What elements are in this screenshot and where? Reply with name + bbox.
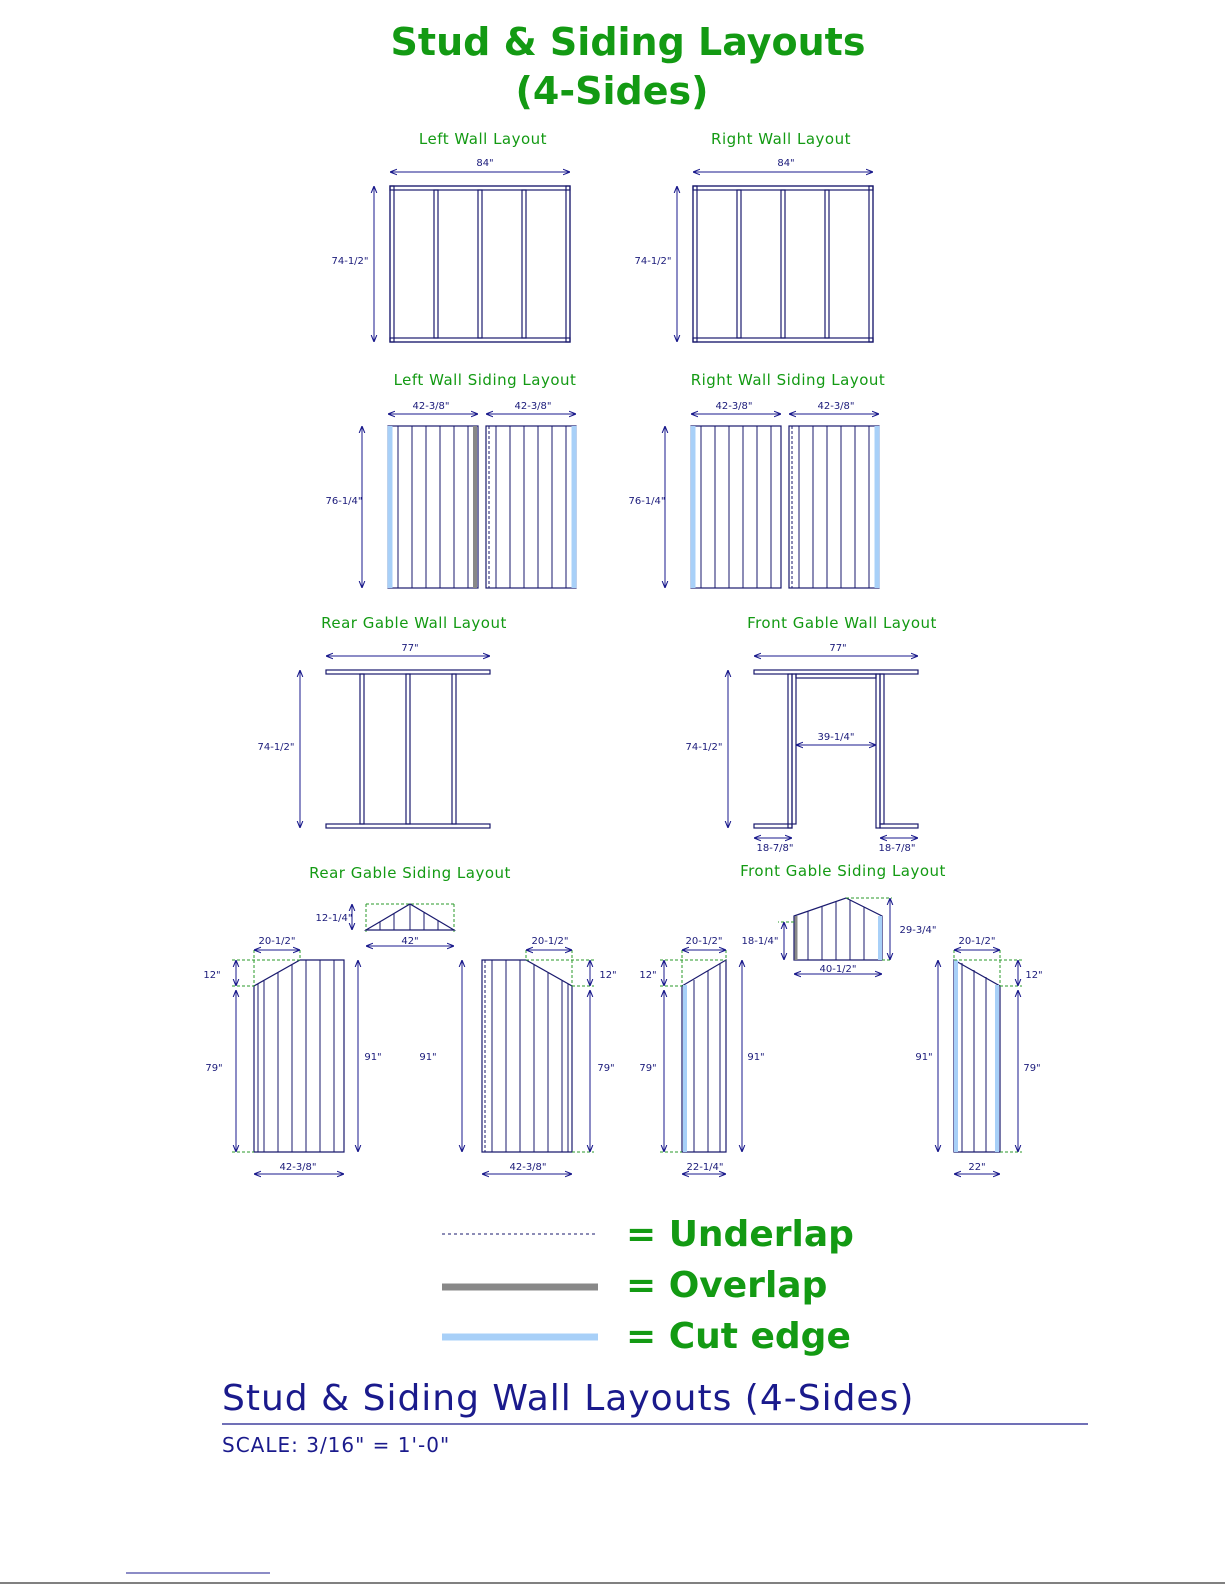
front-gable-right-panel bbox=[954, 950, 1022, 1152]
drawing-scale: SCALE: 3/16" = 1'-0" bbox=[222, 1433, 451, 1457]
rear-gable-top-piece bbox=[366, 904, 454, 932]
rear-gable-siding-layout bbox=[203, 864, 616, 1174]
rear-gable-top-height-text: 12-1/4" bbox=[315, 913, 353, 924]
legend-underlap-text: = Underlap bbox=[626, 1214, 854, 1255]
front-right-wall-height-text: 79" bbox=[1023, 1063, 1041, 1074]
front-left-slope-text: 12" bbox=[639, 970, 657, 981]
rear-gable-left-panel bbox=[232, 950, 344, 1152]
rear-gable-wall-height-text: 74-1/2" bbox=[257, 742, 295, 753]
front-left-width-text: 22-1/4" bbox=[686, 1162, 724, 1173]
left-siding-panel-a bbox=[388, 426, 478, 588]
left-wall-layout bbox=[331, 130, 570, 342]
front-left-wall-height-text: 79" bbox=[639, 1063, 657, 1074]
right-wall-frame bbox=[693, 186, 873, 342]
right-wall-width-text: 84" bbox=[777, 158, 795, 169]
front-gable-wall-layout bbox=[685, 614, 936, 854]
right-siding-label: Right Wall Siding Layout bbox=[690, 371, 886, 389]
rear-right-slope-text: 12" bbox=[599, 970, 617, 981]
rear-gable-right-panel bbox=[482, 950, 594, 1152]
front-left-total-height-text: 91" bbox=[747, 1052, 765, 1063]
rear-left-cut-width-text: 20-1/2" bbox=[258, 936, 296, 947]
rear-right-wall-height-text: 79" bbox=[597, 1063, 615, 1074]
rear-gable-wall-layout bbox=[257, 614, 506, 828]
left-wall-frame bbox=[390, 186, 570, 342]
drawing-title: Stud & Siding Wall Layouts (4-Sides) bbox=[222, 1378, 915, 1419]
right-siding-width-left-text: 42-3/8" bbox=[715, 401, 753, 412]
left-siding-height-text: 76-1/4" bbox=[325, 496, 363, 507]
sheet-title-line1: Stud & Siding Layouts bbox=[390, 20, 866, 64]
front-gable-sill-right-text: 18-7/8" bbox=[878, 843, 916, 854]
legend bbox=[442, 1214, 854, 1357]
rear-left-total-height-text: 91" bbox=[364, 1052, 382, 1063]
front-gable-siding-label: Front Gable Siding Layout bbox=[740, 862, 946, 880]
left-wall-siding-layout bbox=[325, 371, 576, 588]
rear-gable-siding-label: Rear Gable Siding Layout bbox=[309, 864, 511, 882]
right-wall-label: Right Wall Layout bbox=[711, 130, 851, 148]
left-siding-label: Left Wall Siding Layout bbox=[393, 371, 577, 389]
left-wall-height-text: 74-1/2" bbox=[331, 256, 369, 267]
right-siding-width-right-text: 42-3/8" bbox=[817, 401, 855, 412]
legend-overlap-text: = Overlap bbox=[626, 1265, 828, 1306]
front-right-total-height-text: 91" bbox=[915, 1052, 933, 1063]
rear-gable-wall-width-text: 77" bbox=[401, 643, 419, 654]
rear-left-width-text: 42-3/8" bbox=[279, 1162, 317, 1173]
front-gable-top-piece bbox=[778, 898, 892, 960]
right-siding-panel-b bbox=[789, 426, 879, 588]
front-gable-wall-width-text: 77" bbox=[829, 643, 847, 654]
right-siding-height-text: 76-1/4" bbox=[628, 496, 666, 507]
rear-left-wall-height-text: 79" bbox=[205, 1063, 223, 1074]
front-left-cut-width-text: 20-1/2" bbox=[685, 936, 723, 947]
rear-left-slope-text: 12" bbox=[203, 970, 221, 981]
front-top-total-text: 29-3/4" bbox=[899, 925, 937, 936]
front-gable-wall-frame bbox=[754, 670, 918, 828]
rear-gable-wall-frame bbox=[326, 670, 490, 828]
right-wall-layout bbox=[634, 130, 873, 342]
front-gable-opening-text: 39-1/4" bbox=[817, 732, 855, 743]
front-gable-sill-left-text: 18-7/8" bbox=[756, 843, 794, 854]
rear-gable-top-width-text: 42" bbox=[401, 936, 419, 947]
legend-cut-edge-text: = Cut edge bbox=[626, 1316, 851, 1357]
left-wall-width-text: 84" bbox=[476, 158, 494, 169]
right-wall-siding-layout bbox=[628, 371, 885, 588]
rear-right-cut-width-text: 20-1/2" bbox=[531, 936, 569, 947]
right-wall-height-text: 74-1/2" bbox=[634, 256, 672, 267]
front-top-height-text: 18-1/4" bbox=[741, 936, 779, 947]
left-siding-panel-b bbox=[486, 426, 576, 588]
front-right-slope-text: 12" bbox=[1025, 970, 1043, 981]
left-wall-label: Left Wall Layout bbox=[418, 130, 548, 148]
front-top-width-text: 40-1/2" bbox=[819, 964, 857, 975]
rear-right-width-text: 42-3/8" bbox=[509, 1162, 547, 1173]
front-gable-left-panel bbox=[660, 950, 726, 1152]
front-right-width-text: 22" bbox=[968, 1162, 986, 1173]
right-siding-panel-a bbox=[691, 426, 781, 588]
rear-gable-wall-label: Rear Gable Wall Layout bbox=[321, 614, 507, 632]
sheet-title-line2: (4-Sides) bbox=[515, 69, 709, 113]
front-right-cut-width-text: 20-1/2" bbox=[958, 936, 996, 947]
rear-right-total-height-text: 91" bbox=[419, 1052, 437, 1063]
front-gable-siding-layout bbox=[639, 862, 1042, 1174]
front-gable-wall-height-text: 74-1/2" bbox=[685, 742, 723, 753]
front-gable-wall-label: Front Gable Wall Layout bbox=[747, 614, 937, 632]
left-siding-width-left-text: 42-3/8" bbox=[412, 401, 450, 412]
left-siding-width-right-text: 42-3/8" bbox=[514, 401, 552, 412]
